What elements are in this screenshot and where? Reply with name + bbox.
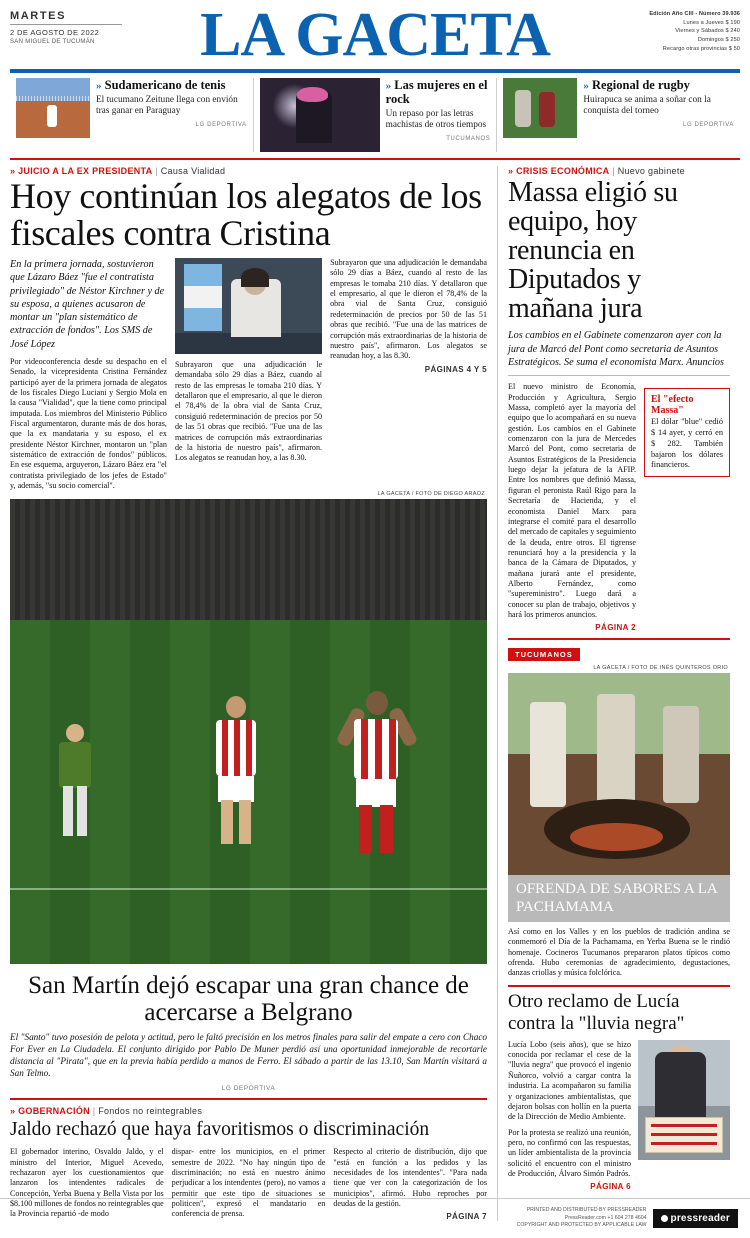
masthead-date-block xyxy=(10,6,138,45)
chevron-right-icon: » xyxy=(96,79,102,92)
pachamama-overlay-title: OFRENDA DE SABORES A LA PACHAMAMA xyxy=(508,875,730,922)
gobernacion-kicker: » GOBERNACIÓN | Fondos no reintegrables xyxy=(10,1106,203,1117)
san-martin-tag: LG DEPORTIVA xyxy=(221,1085,276,1093)
efecto-massa-text: El dólar "blue" cedió $ 14 ayer, y cerró en $ 282. También bajaron los dólares financieros. xyxy=(651,417,723,470)
masthead-divider xyxy=(10,24,122,25)
gobernacion-kicker-main: GOBERNACIÓN xyxy=(18,1106,90,1117)
teaser-strip xyxy=(10,78,740,152)
footer-line-0: PRINTED AND DISTRIBUTED BY PRESSREADER xyxy=(526,1206,647,1213)
pacha-photo-credit: LA GACETA / FOTO DE INÉS QUINTEROS ORIO xyxy=(593,665,728,672)
economy-lede: Los cambios en el Gabinete comenzaron ayer con la jura de Marcó del Pont como secretaria de Asuntos Estratégicos. Se suma el economista Marx. Anuncios xyxy=(508,330,724,368)
teaser-rock-tag: TUCUMANOS xyxy=(446,135,491,142)
teaser-tennis[interactable] xyxy=(10,78,253,152)
footer-line-2: COPYRIGHT AND PROTECTED BY APPLICABLE LAW xyxy=(516,1222,647,1229)
right-column xyxy=(498,166,730,1222)
teaser-rugby[interactable] xyxy=(496,78,740,152)
efecto-massa-title: El "efecto Massa" xyxy=(651,394,694,417)
la-gaceta-logo: LA GACETA xyxy=(200,1,550,69)
san-martin-headline[interactable]: San Martín dejó escapar una gran chance de acercarse a Belgrano xyxy=(28,972,469,1027)
lead-pages[interactable]: PÁGINAS 4 Y 5 xyxy=(424,364,487,374)
economy-kicker: » CRISIS ECONÓMICA | Nuevo gabinete xyxy=(508,165,685,176)
teaser-rock-photo xyxy=(260,78,380,152)
teaser-rugby-title: Regional de rugby xyxy=(591,77,690,92)
lead-col1-text: Por videoconferencia desde su despacho en el Senado, la vicepresidenta Cristina Fernández participó ayer de la primera jornada de alegatos de los fiscales Diego Luciani y Sergio Mola en la causa "Vialidad", que la tiene como principal imputada. Los miembros del Ministerio Público Fiscal argumentaron, durante más de dos horas, que la ex mandataria y su esposo, el ex presidente Néstor Kirchner, montaron un "plan sistemático de extracción de fondos" públicos. En ese esquema, arguyeron, Lázaro Báez era "el contratista privilegiado de los jefes de Estado" y, además, "su socio comercial". xyxy=(10,356,167,491)
chevron-right-icon: » xyxy=(385,79,392,92)
teaser-tennis-title: Sudamericano de tenis xyxy=(104,77,226,92)
lead-kicker-main: JUICIO A LA EX PRESIDENTA xyxy=(18,165,153,176)
red-rule-4 xyxy=(508,985,730,987)
lead-article-grid xyxy=(10,258,487,491)
san-martin-caption: El "Santo" tuvo posesión de pelota y actitud, pero le faltó precisión en los metros finales para salir del empate a cero con Chaco For Ever en La Ciudadela. El conjunto dirigido por Pablo De Muner perdió así una oportunidad inmejorable de recortarle distancia al "Pirata", que en la previa había perdido a manos de Ferro. El sábado a partir de las 13.10, San Martín visitará a San Telmo. xyxy=(10,1032,487,1079)
san-martin-match-photo xyxy=(10,499,487,964)
pressreader-logo[interactable] xyxy=(653,1209,738,1228)
pressreader-wordmark: pressreader xyxy=(670,1213,730,1224)
lead-kicker: » JUICIO A LA EX PRESIDENTA | Causa Vialidad xyxy=(10,165,226,176)
lead-col2-text: Subrayaron que una adjudicación le demandaba sólo 29 días a Báez, cuando al resto de las empresas le tomaba 210 días. Y detallaron que el empresario, al que le dieron el 78,4% de la obra vial de Santa Cruz, consiguió redeterminación de precios por 50 de las 51 obras que recibió. "Fue una de las matrices de corrupción más extraordinarias de la historia de nuestro país", afirmaron. Los alegatos se reanudan hoy, a las 8.30. xyxy=(174,360,323,463)
left-column xyxy=(10,166,498,1222)
masthead-date: 2 DE AGOSTO DE 2022 xyxy=(10,28,100,37)
main-photo-credit: LA GACETA / FOTO DE DIEGO ARAOZ xyxy=(377,491,485,498)
economy-headline[interactable]: Massa eligió su equipo, hoy renuncia en Diputados y mañana jura xyxy=(508,176,678,325)
masthead-blue-rule xyxy=(10,69,740,73)
economy-page[interactable]: PÁGINA 2 xyxy=(595,623,636,633)
teaser-rock-title: Las mujeres en el rock xyxy=(385,77,488,107)
pachamama-photo xyxy=(508,673,730,875)
red-rule xyxy=(10,158,740,160)
chevron-right-icon: » xyxy=(583,79,589,92)
lucia-col1: Lucía Lobo (seis años), que se hizo conocida por reclamar el cese de la "lluvia negra" que provocó el ingenio Ñuñorco, volvió a cargar contra la industria. La acompañaron su familia y organizaciones ambientalistas, que dejaron bolsas con hollín en la puerta de la Dirección de Medio Ambiente. xyxy=(508,1039,631,1122)
economy-body: El nuevo ministro de Economía, Producción y Agricultura, Sergio Massa, completó ayer la mayoría del equipo que lo acompañará en su nueva gestión. Los cambios en el Gabinete comenzaron con la jura de Mercedes Marcó del Pont, como secretaria de Asuntos Estratégicos de la Presidencia luego dejar la jefatura de la AFIP. Entre los nombres que definió Massa, figuran el peronista Raúl Rigo para la Secretaría de Hacienda, y el economista Daniel Marx para integrarse el comité para el desarrollo del mercado de capitales y seguimiento de la deuda, entre otros. El tigrense renunciará hoy a la presidencia y la banca de la Cámara de Diputados, y mañana jurará ante el presidente, Alberto Fernández, como "supereministro". Luego dará a conocer su plan de trabajo, objetivos y hará los primeros anuncios. xyxy=(508,382,636,620)
gobernacion-page[interactable]: PÁGINA 7 xyxy=(446,1212,488,1222)
lead-kicker-sub: Causa Vialidad xyxy=(160,165,226,176)
masthead-city: SAN MIGUEL DE TUCUMÁN xyxy=(10,39,95,45)
pachamama-caption: Así como en los Valles y en los pueblos de tradición andina se conmemoró el Día de la Pachamama, en Yerba Buena se le rindió homenaje. Cocineros Tucumanos prepararon platos típicos como ofrenda. Hubo ceremonias de agradecimiento, degustaciones, danzas criollas y música folclórica. xyxy=(508,926,730,978)
lead-col3-text: Subrayaron que una adjudicación le demandaba sólo 29 días a Báez, cuando al resto de las empresas le tomaba 210 días. Y detallaron que el empresario, al que le dieron el 78,4% de la obra vial de Santa Cruz, consiguió redeterminación de precios por 50 de las 51 obras que recibió. "Fue una de las matrices de corrupción más extraordinarias de la historia de nuestro país", afirmaron. Los alegatos se reanudan hoy, a las 8.30. xyxy=(330,258,487,361)
gobernacion-col3: Respecto al criterio de distribución, dijo que "está en función a los pedidos y las necesidades de los intendentes". "Para nada tiene que ver con la categorización de los municipios", afirmó. Hubo reproches por deudas de la gestión. xyxy=(333,1147,488,1209)
gobernacion-kicker-sub: Fondos no reintegrables xyxy=(98,1106,203,1117)
teaser-rugby-tag: LG DEPORTIVA xyxy=(683,121,735,128)
red-rule-3 xyxy=(508,638,730,640)
footer-line-1: PressReader.com +1 604 278 4604 xyxy=(564,1214,647,1221)
tucumanos-label: TUCUMANOS xyxy=(508,648,580,661)
masthead-weekday: MARTES xyxy=(10,10,67,22)
economy-kicker-main: CRISIS ECONÓMICA xyxy=(516,165,610,176)
economy-kicker-sub: Nuevo gabinete xyxy=(617,165,685,176)
teaser-tennis-sub: El tucumano Zeitune llega con envión tras ganar en Paraguay xyxy=(96,95,238,117)
masthead-edition-info xyxy=(612,6,740,53)
teaser-rugby-sub: Huirapuca se anima a soñar con la conquista del torneo xyxy=(583,95,711,117)
pressreader-dot-icon xyxy=(661,1215,668,1222)
teaser-rock-sub: Un repaso por las letras machistas de otros tiempos xyxy=(385,109,487,131)
edition-line-0: Edición Año CIII - Número 39.936 xyxy=(649,11,740,17)
lucia-page[interactable]: PÁGINA 6 xyxy=(590,1182,631,1192)
gobernacion-col1: El gobernador interino, Osvaldo Jaldo, y el ministro del Interior, Miguel Acevedo, rechazaron ayer los cuestionamientos que lanzaron los intendentes radicales de Concepción, Yerba Buena y Bella Vista por los $8.100 millones de fondos no reintegrables que la Provincia repartió -de modo xyxy=(10,1147,164,1219)
teaser-rugby-photo xyxy=(503,78,577,138)
lucia-headline[interactable]: Otro reclamo de Lucía contra la "lluvia negra" xyxy=(508,990,685,1034)
masthead-logo-wrap xyxy=(138,1,612,69)
lead-lede: En la primera jornada, sostuvieron que Lázaro Báez "fue el contratista privilegiado" de Néstor Kirchner y de su esposa, a quienes acusaron de montar un "plan sistemático de extracción de fondos". Los SMS de José López xyxy=(10,259,165,350)
edition-line-4: Recargo otras provincias $ 50 xyxy=(662,45,740,52)
gobernacion-headline[interactable]: Jaldo rechazó que haya favoritismos o discriminación xyxy=(10,1119,430,1141)
gobernacion-col2: dispar- entre los municipios, en el primer semestre de 2022. "No hay ningún tipo de discriminación; no está en nuestro ánimo perjudicar a los intendentes (pero), no vamos a permitir que este tipo de situaciones se politicen", expresó el mandatario en conferencia de prensa. xyxy=(171,1147,326,1219)
teaser-tennis-photo xyxy=(16,78,90,138)
edition-line-2: Viernes y Sábados $ 240 xyxy=(675,28,740,35)
efecto-massa-box xyxy=(644,388,730,477)
pressreader-footer xyxy=(0,1198,750,1238)
masthead xyxy=(10,0,740,67)
thin-rule-1 xyxy=(508,375,730,376)
edition-line-3: Domingos $ 250 xyxy=(697,36,740,43)
lucia-protest-photo xyxy=(638,1040,730,1160)
teaser-tennis-tag: LG DEPORTIVA xyxy=(195,121,247,128)
main-columns xyxy=(10,166,740,1222)
lucia-col2: Por la protesta se realizó una reunión, pero, no confirmó con las respuestas, un líder ambientalista de la provincia solicitó el encuentro con el ministro de Producción, Álvaro Simón Padrós. xyxy=(508,1127,631,1179)
lead-headline[interactable]: Hoy continúan los alegatos de los fiscales contra Cristina xyxy=(10,175,482,253)
teaser-rock[interactable] xyxy=(253,78,497,152)
red-rule-2 xyxy=(10,1098,487,1100)
edition-line-1: Lunes a Jueves $ 190 xyxy=(683,19,740,26)
cristina-photo xyxy=(175,258,322,354)
